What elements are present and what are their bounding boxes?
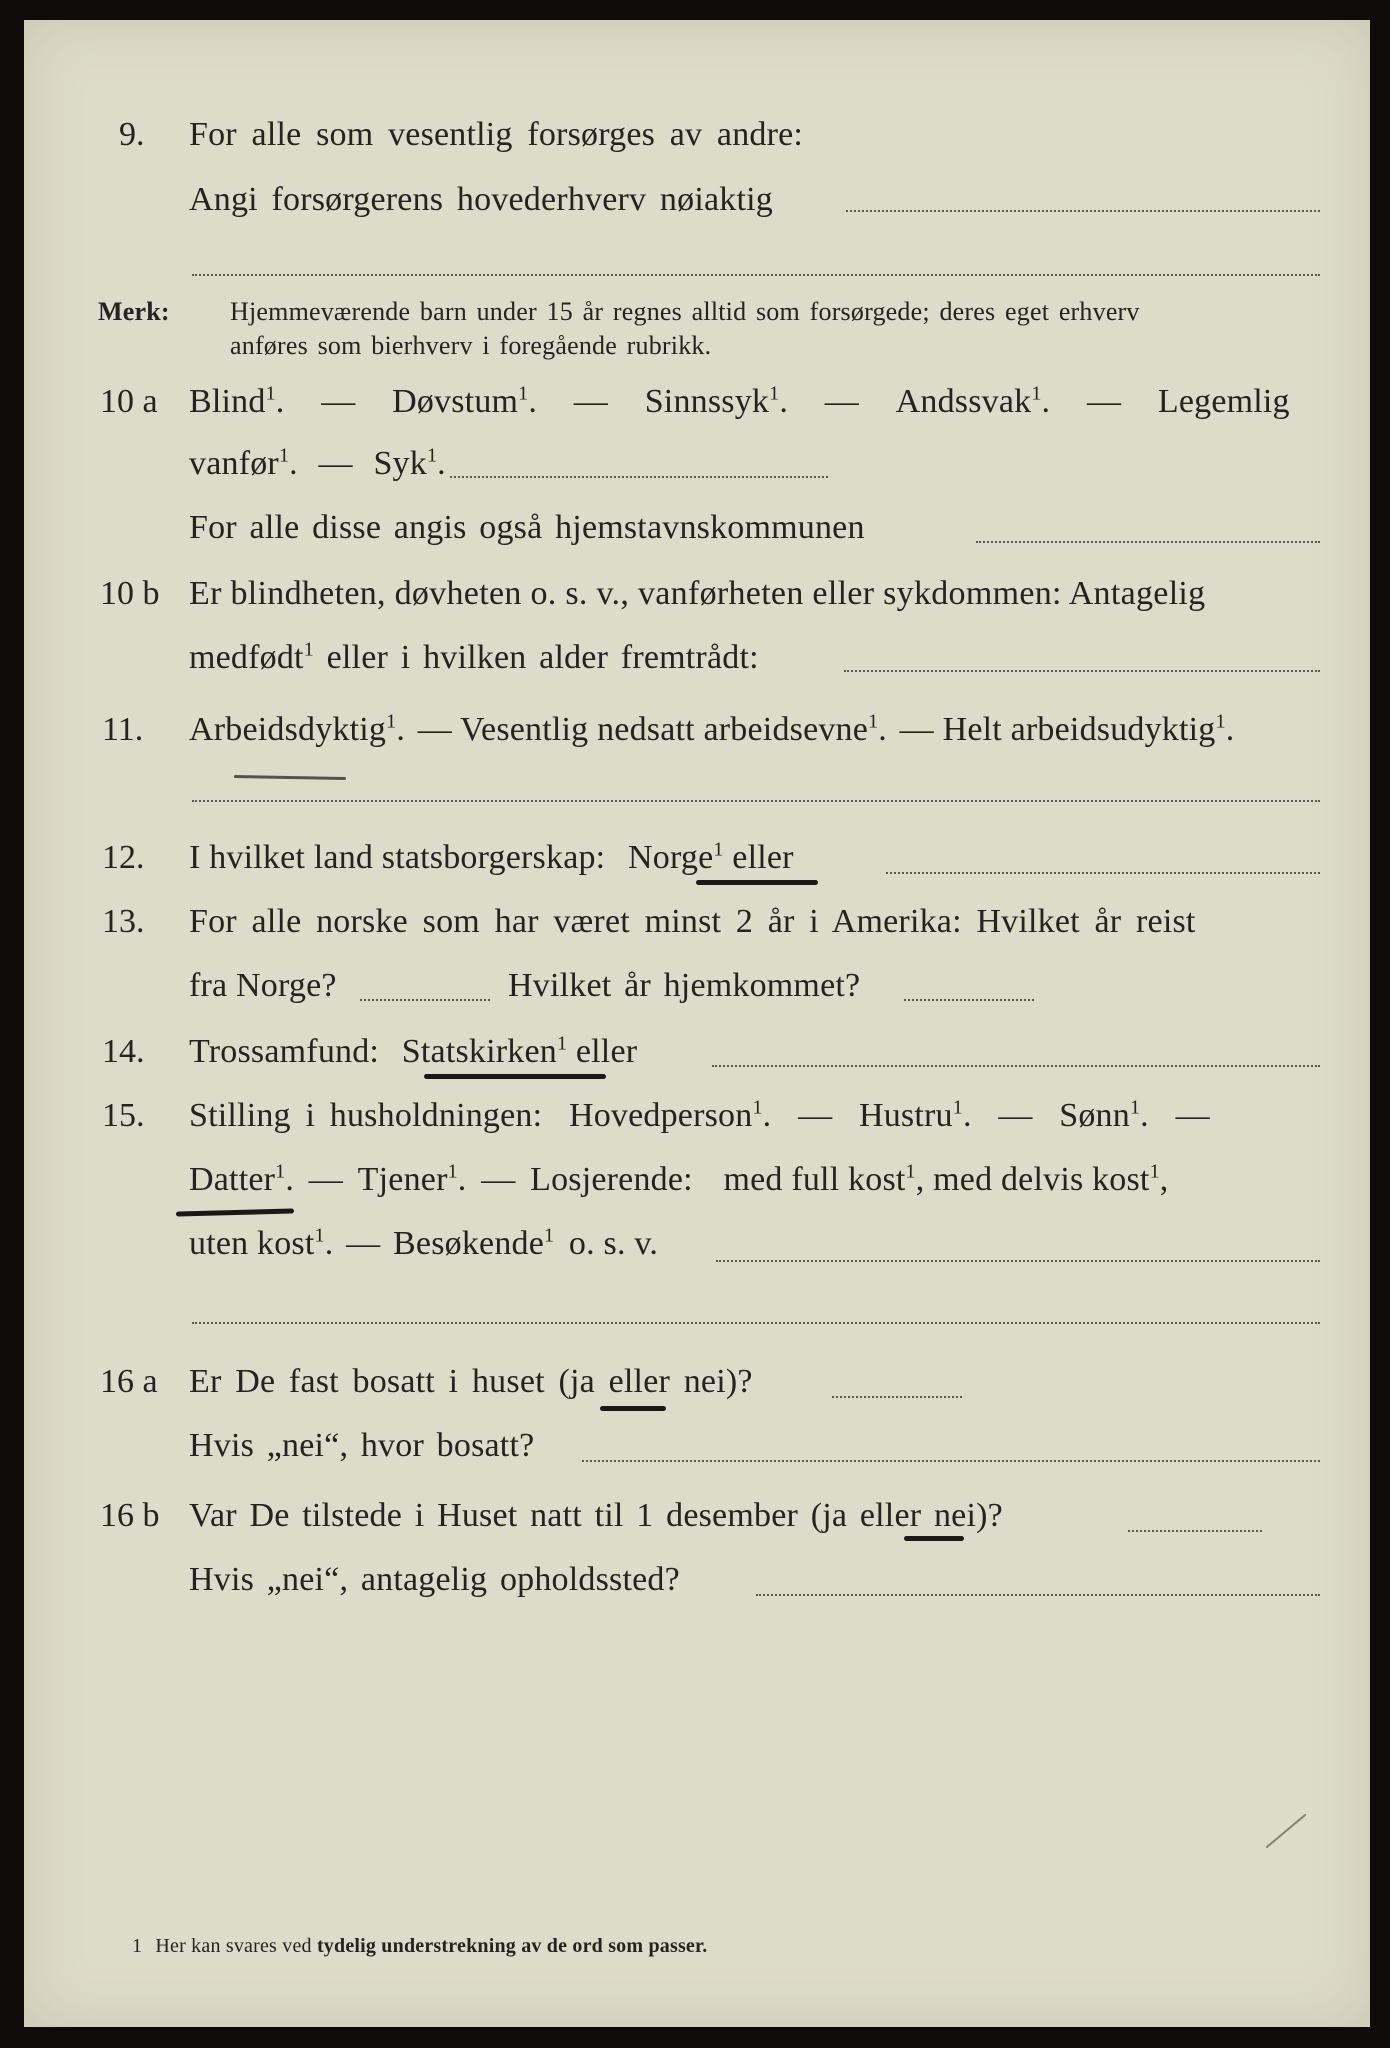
option-vanfor: vanfør xyxy=(189,445,279,482)
option-dovstum: Døvstum xyxy=(392,383,519,420)
question-16a-number: 16 a xyxy=(100,1363,158,1400)
footnote xyxy=(132,1934,707,1958)
underline-ja-16b xyxy=(904,1536,964,1541)
question-12-line: I hvilket land statsborgerskap: Norge$^1$ eller xyxy=(189,838,794,876)
question-16a-answer-line xyxy=(832,1396,962,1398)
underline-ja-16a xyxy=(600,1406,666,1411)
question-15-answer-line xyxy=(716,1260,1320,1262)
option-sinnssyk: Sinnssyk xyxy=(644,383,770,420)
answer-norge: Norge xyxy=(628,839,714,876)
question-10a-line3: For alle disse angis også hjemstavnskommunen xyxy=(189,509,865,546)
underline-norge xyxy=(696,880,818,885)
question-14-line: Trossamfund: Statskirken$^1$ eller xyxy=(189,1032,638,1070)
question-11-number: 11. xyxy=(102,711,144,748)
question-11-line: Arbeidsdyktig$^1$. — Vesentlig nedsatt arbeidsevne$^1$. — Helt arbeidsudyktig$^1$. xyxy=(189,710,1235,748)
question-10b-answer-line xyxy=(844,670,1320,672)
question-14-answer-line xyxy=(712,1065,1320,1067)
question-14-number: 14. xyxy=(102,1033,145,1070)
question-16b-number: 16 b xyxy=(100,1497,160,1534)
question-16a-residence-line xyxy=(582,1460,1320,1462)
option-nedsatt-arbeidsevne: Vesentlig nedsatt arbeidsevne xyxy=(460,711,869,748)
question-10b-number: 10 b xyxy=(100,575,160,612)
question-16b-line1: Var De tilstede i Huset natt til 1 desember (ja eller nei)? xyxy=(189,1497,1003,1534)
underline-statskirken xyxy=(424,1074,606,1079)
question-9-number: 9. xyxy=(119,116,145,153)
option-uten-kost: uten kost xyxy=(189,1225,315,1262)
option-full-kost: med full kost xyxy=(723,1161,906,1198)
option-delvis-kost: med delvis kost xyxy=(933,1161,1150,1198)
question-15-line2: Datter$^1$. — Tjener$^1$. — Losjerende: med full kost$^1$, med delvis kost$^1$, xyxy=(189,1160,1169,1198)
option-hovedperson: Hovedperson xyxy=(568,1097,753,1134)
pencil-mark xyxy=(234,775,346,780)
option-datter: Datter xyxy=(189,1161,276,1198)
question-16b-answer-line xyxy=(1128,1530,1262,1532)
option-syk: Syk xyxy=(373,445,427,482)
question-9-answer-line xyxy=(846,210,1320,212)
option-legemlig: Legemlig xyxy=(1157,383,1290,420)
option-besokende: Besøkende xyxy=(393,1225,545,1262)
answer-statskirken: Statskirken xyxy=(401,1033,557,1070)
option-sonn: Sønn xyxy=(1059,1097,1130,1134)
option-losjerende: Losjerende: xyxy=(530,1161,693,1198)
question-16a-line1: Er De fast bosatt i huset (ja eller nei)? xyxy=(189,1363,753,1400)
underline-datter xyxy=(176,1208,294,1216)
year-departed-line xyxy=(360,999,490,1001)
question-9-answer-line-2 xyxy=(192,274,1320,276)
note-line1: Hjemmeværende barn under 15 år regnes alltid som forsørgede; deres eget erhverv xyxy=(230,297,1140,326)
question-16b-line2: Hvis „nei“, antagelig opholdssted? xyxy=(189,1561,680,1598)
question-10a-number: 10 a xyxy=(100,383,158,420)
census-form-page xyxy=(24,20,1370,2027)
option-arbeidsdyktig: Arbeidsdyktig xyxy=(189,711,387,748)
question-10b-line1: Er blindheten, døvheten o. s. v., vanførheten eller sykdommen: Antagelig xyxy=(189,575,1206,612)
question-12-number: 12. xyxy=(102,839,145,876)
question-9-line2: Angi forsørgerens hovederhverv nøiaktig xyxy=(189,181,773,218)
question-11-answer-line xyxy=(192,800,1320,802)
question-10a-line2: vanfør$^1$. — Syk$^1$. xyxy=(189,444,446,482)
question-16a-line2: Hvis „nei“, hvor bosatt? xyxy=(189,1427,535,1464)
question-13-line1: For alle norske som har været minst 2 år i Amerika: Hvilket år reist xyxy=(189,903,1196,940)
question-10a-line1: Blind$^1$. — Døvstum$^1$. — Sinnssyk$^1$. — Andssvak$^1$. — Legemlig xyxy=(189,382,1290,420)
option-tjener: Tjener xyxy=(357,1161,448,1198)
option-arbeidsudyktig: Helt arbeidsudyktig xyxy=(942,711,1216,748)
question-12-answer-line xyxy=(886,872,1320,874)
question-10b-line2: medfødt$^1$ eller i hvilken alder fremtrådt: xyxy=(189,638,759,676)
pencil-stroke xyxy=(1265,1814,1306,1849)
option-medfodt: medfødt xyxy=(189,639,304,676)
footnote-text-1: Her kan svares ved xyxy=(155,1935,312,1957)
footnote-text-2: tydelig understrekning av de ord som passer. xyxy=(316,1935,708,1957)
question-15-line1: Stilling i husholdningen: Hovedperson$^1$. — Hustru$^1$. — Sønn$^1$. — xyxy=(189,1096,1210,1134)
note-line2: anføres som bierhverv i foregående rubrikk. xyxy=(230,331,712,360)
option-blind: Blind xyxy=(189,383,266,420)
question-13-number: 13. xyxy=(102,903,145,940)
option-hustru: Hustru xyxy=(858,1097,953,1134)
option-andssvak: Andssvak xyxy=(895,383,1032,420)
question-15-answer-line-2 xyxy=(192,1322,1320,1324)
question-16b-location-line xyxy=(756,1594,1320,1596)
question-15-line3: uten kost$^1$. — Besøkende$^1$ o. s. v. xyxy=(189,1224,659,1262)
question-15-number: 15. xyxy=(102,1097,145,1134)
question-13-line2a: fra Norge? xyxy=(189,967,337,1004)
question-13-line2b: Hvilket år hjemkommet? xyxy=(508,967,861,1004)
question-10a-hometown-line xyxy=(976,541,1320,543)
footnote-mark: 1 xyxy=(132,1935,143,1957)
year-returned-line xyxy=(904,999,1034,1001)
question-9-line1: For alle som vesentlig forsørges av andre: xyxy=(189,116,804,153)
question-10a-answer-line xyxy=(450,476,828,478)
note-label: Merk: xyxy=(98,297,170,326)
